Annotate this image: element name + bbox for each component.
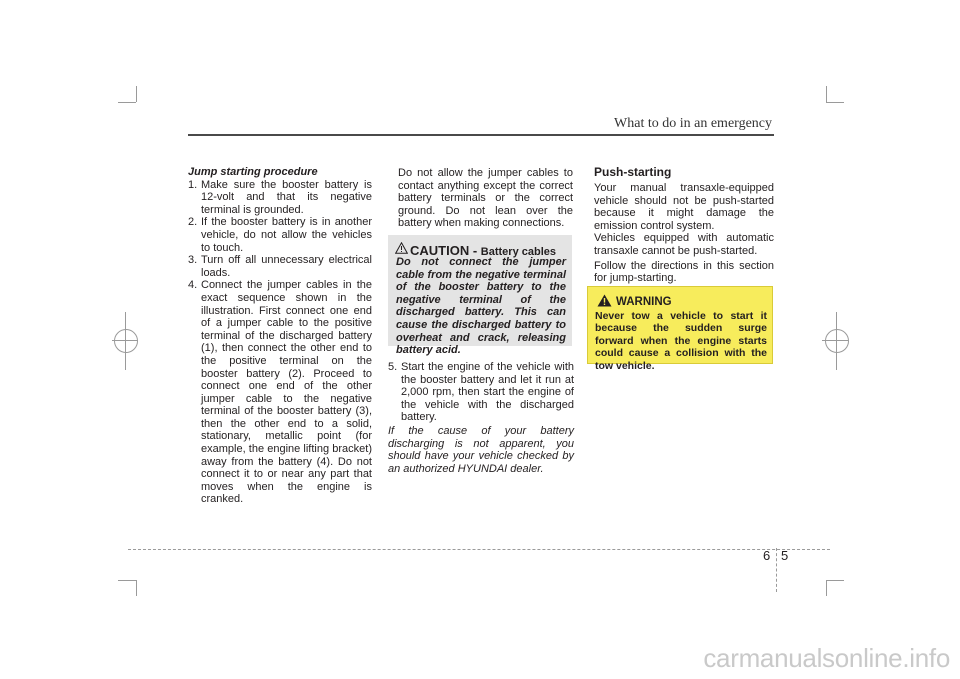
header-rule	[188, 134, 774, 136]
section-title: What to do in an emergency	[614, 116, 772, 131]
warning-triangle-icon	[597, 294, 612, 307]
crop-mark	[136, 86, 137, 102]
registration-mark	[114, 329, 138, 353]
watermark: carmanualsonline.info	[703, 643, 950, 673]
list-item: 3. Turn off all unnecessary electrical loads.	[188, 254, 372, 279]
caution-heading: CAUTION - Battery cables	[410, 243, 557, 258]
middle-intro: Do not allow the jumper cables to contact anything except the correct battery terminals or the correct ground. Do not lean over the battery when making connections.	[398, 167, 573, 230]
steps-list	[188, 179, 372, 506]
page-number-divider	[776, 548, 777, 592]
footer-rule	[128, 549, 830, 550]
dealer-note: If the cause of your battery discharging is not apparent, you should have your vehicle checked by an authorized HYUNDAI dealer.	[388, 424, 574, 475]
warning-text: Never tow a vehicle to start it because the sudden surge forward when the engine starts could cause a collision with the tow vehicle.	[595, 310, 767, 372]
push-para: Vehicles equipped with automatic transaxle cannot be push-started.	[594, 232, 774, 257]
right-column	[594, 182, 774, 285]
warning-box	[587, 286, 773, 372]
list-item: 4. Connect the jumper cables in the exact sequence shown in the illustration. First connect one end of a jumper cable to the positive terminal of the discharged battery (1), then connect the other end to the positive terminal on the booster battery (2). Proceed to connect one end of the other jumper cable to the negative terminal of the booster battery (3), then the other end to a solid, stationary, metallic point (for example, the engine lifting bracket) away from the battery (4). Do not connect it to or near any part that moves when the engine is cranked.	[188, 279, 372, 506]
steps-list	[388, 361, 574, 424]
procedure-subheading: Jump starting procedure	[188, 166, 318, 178]
left-column	[188, 166, 372, 506]
caution-box	[388, 235, 572, 357]
push-starting-heading: Push-starting	[594, 165, 672, 179]
caution-triangle-icon	[395, 242, 408, 254]
chapter-number: 6	[763, 548, 771, 563]
caution-text: Do not connect the jumper cable from the negative terminal of the booster battery to the negative terminal of the discharged battery. This can cause the discharged battery to overheat and crack, releasing battery acid.	[396, 256, 566, 357]
crop-mark	[118, 580, 136, 581]
list-item: 5. Start the engine of the vehicle with the booster battery and let it run at 2,000 rpm, then start the engine of the vehicle with the discharged battery.	[388, 361, 574, 424]
crop-mark	[826, 580, 844, 581]
warning-heading: WARNING	[616, 296, 672, 308]
registration-mark	[825, 329, 849, 353]
push-para: Your manual transaxle-equipped vehicle should not be push-started because it might damage the emission control system.	[594, 182, 774, 232]
push-para: Follow the directions in this section for jump-starting.	[594, 259, 774, 285]
list-item: 1. Make sure the booster battery is 12-volt and that its negative terminal is grounded.	[188, 178, 372, 216]
page-number: 5	[781, 548, 789, 563]
crop-mark	[826, 102, 844, 103]
crop-mark	[136, 580, 137, 596]
list-item: 2. If the booster battery is in another vehicle, do not allow the vehicles to touch.	[188, 216, 372, 254]
crop-mark	[826, 580, 827, 596]
middle-lower	[388, 361, 574, 475]
crop-mark	[118, 102, 136, 103]
crop-mark	[826, 86, 827, 102]
